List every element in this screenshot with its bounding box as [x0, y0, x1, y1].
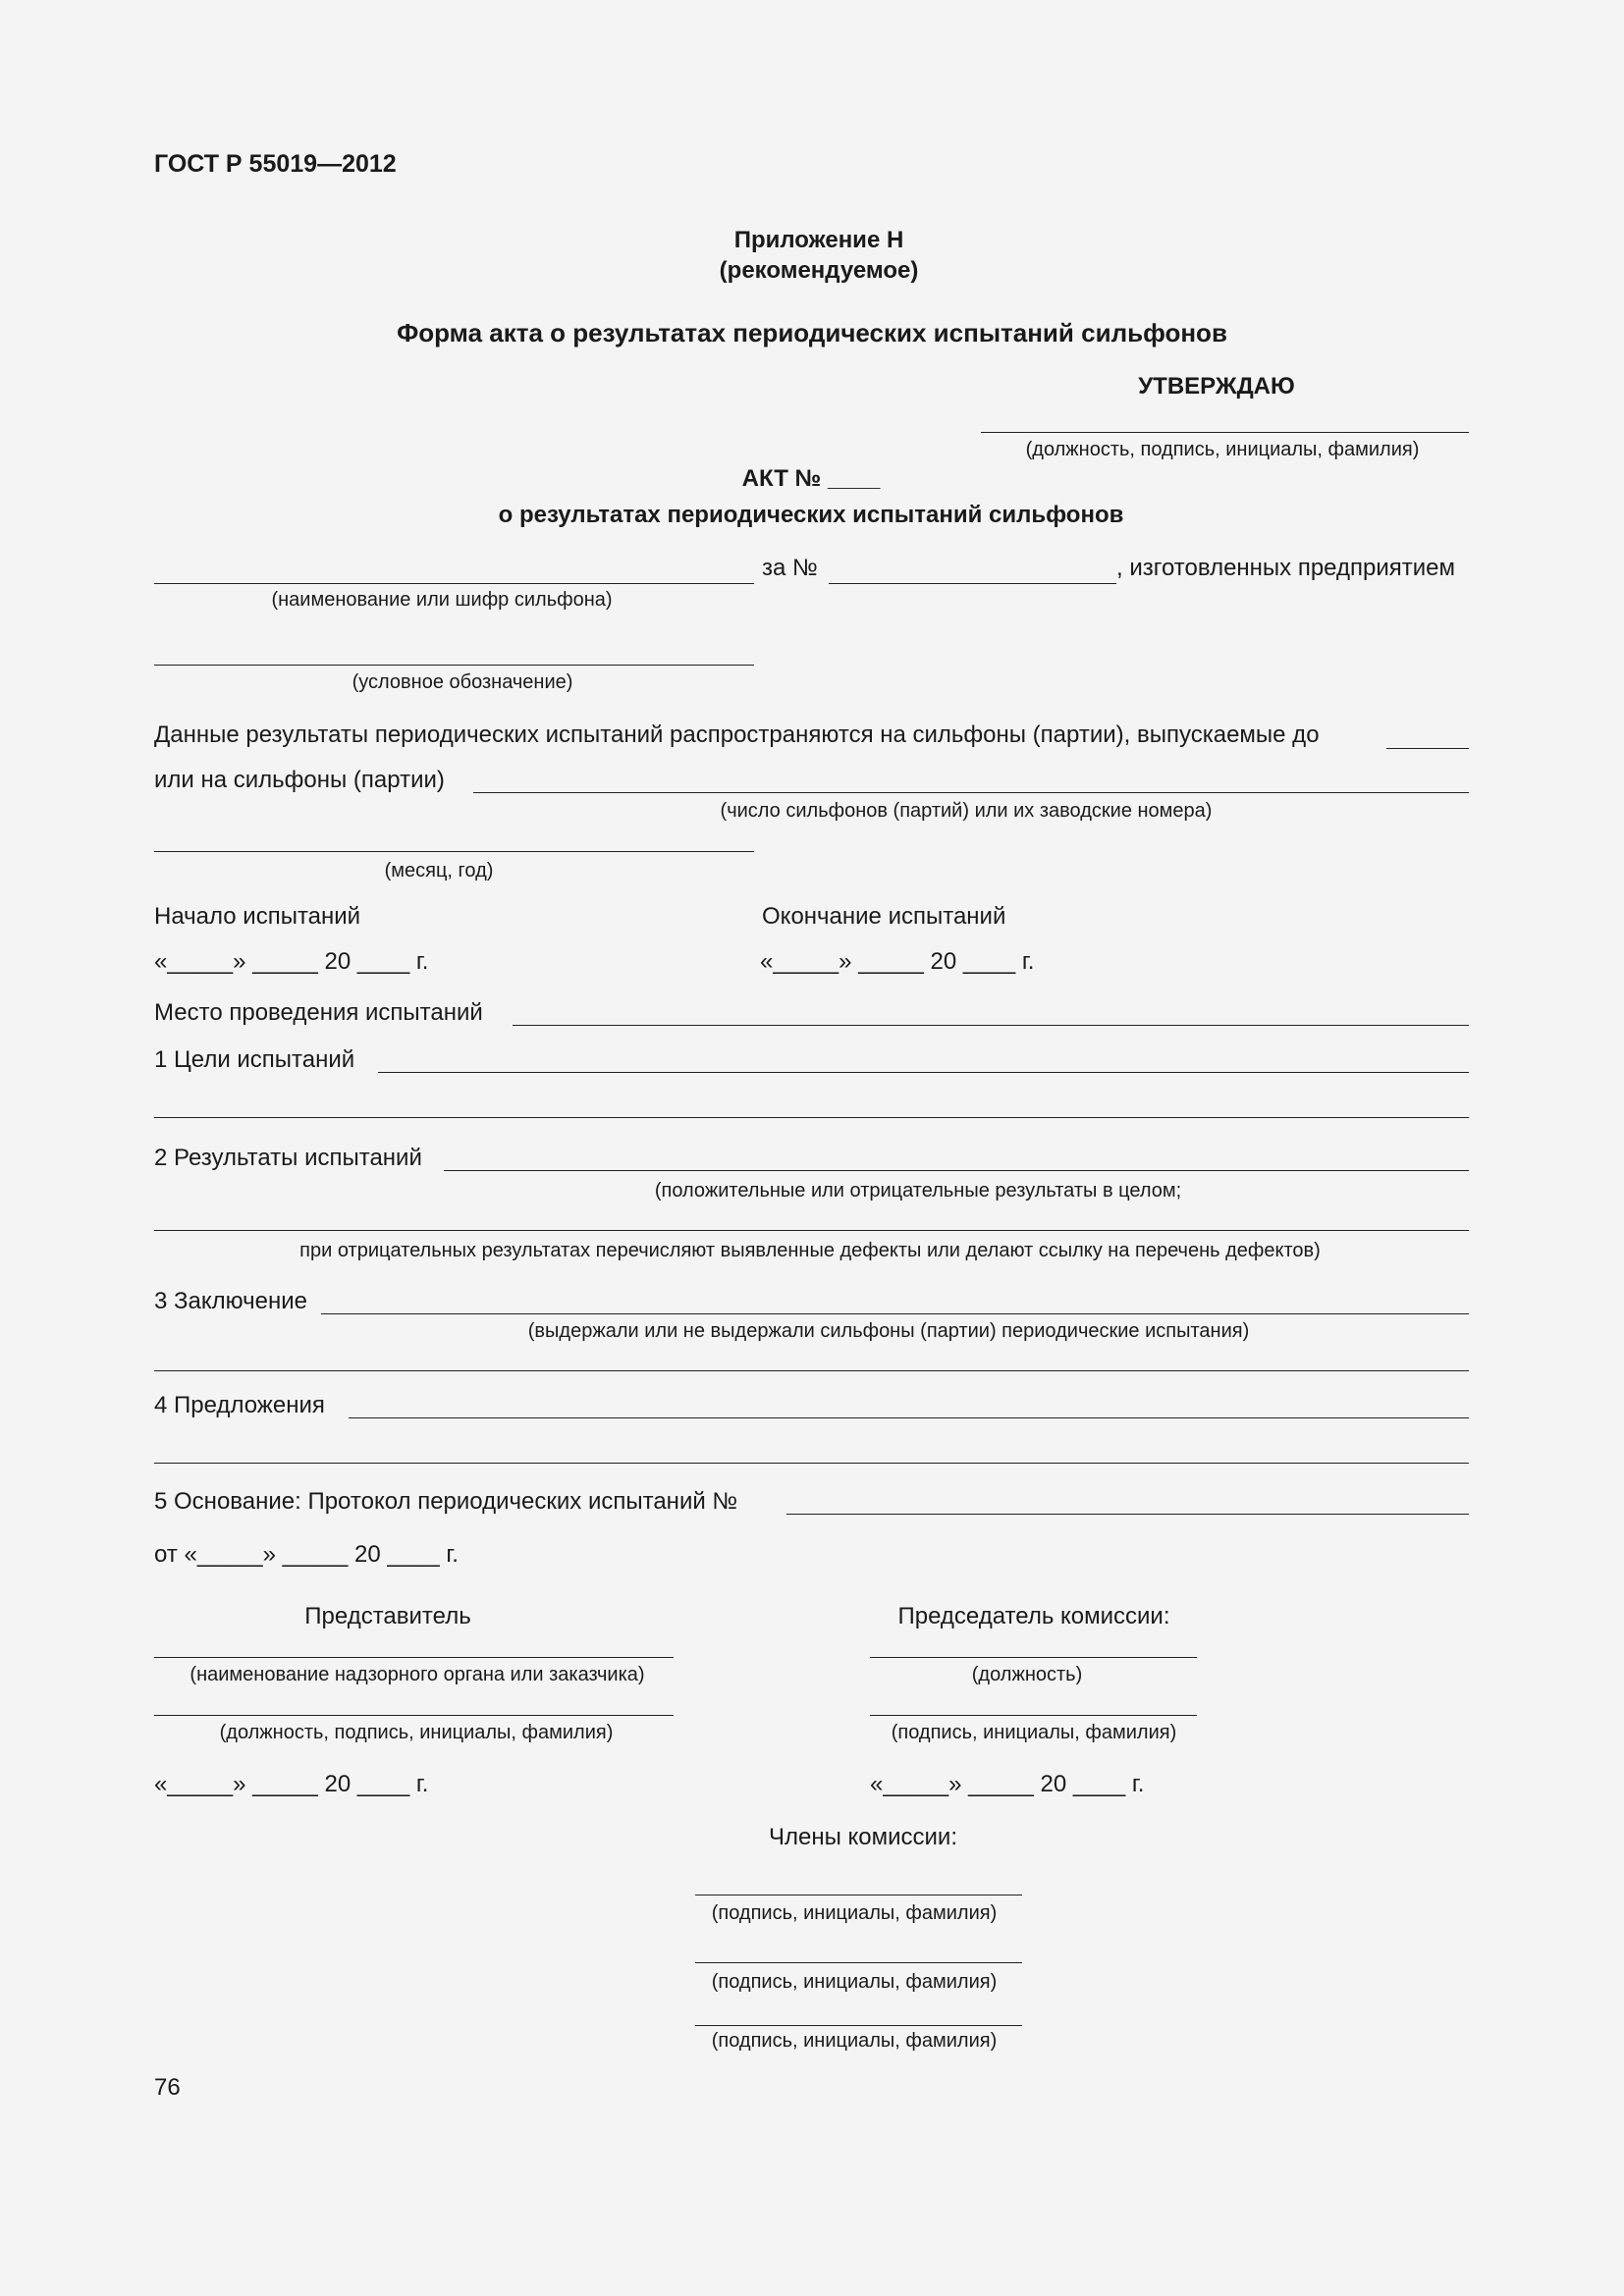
chairman-position-caption: (должность) — [971, 1664, 1083, 1685]
member-sign-line — [695, 1962, 1022, 1963]
standard-code: ГОСТ Р 55019—2012 — [154, 150, 397, 178]
goals-line — [378, 1072, 1469, 1073]
basis-date: от «_____» _____ 20 ____ г. — [154, 1541, 459, 1568]
month-year-caption: (месяц, год) — [384, 860, 494, 881]
batch-count-line — [473, 792, 1469, 793]
conclusion-line-2 — [154, 1370, 1469, 1371]
protocol-number-line — [786, 1514, 1469, 1515]
chairman-sign-line — [870, 1715, 1197, 1716]
chairman-position-line — [870, 1657, 1197, 1658]
representative-org-caption: (наименование надзорного органа или заказчика) — [189, 1664, 645, 1685]
form-title: Форма акта о результатах периодических испытаний сильфонов — [397, 318, 1227, 347]
member-sign-caption: (подпись, инициалы, фамилия) — [711, 1971, 998, 1993]
scope-text-1: Данные результаты периодических испытаний распространяются на сильфоны (партии), выпускаемые до — [154, 721, 1320, 748]
end-label: Окончание испытаний — [762, 903, 1006, 930]
representative-title: Представитель — [304, 1603, 471, 1629]
goals-line-2 — [154, 1117, 1469, 1118]
proposals-line — [349, 1417, 1469, 1418]
proposals-label: 4 Предложения — [154, 1392, 325, 1418]
appendix-status: (рекомендуемое) — [719, 257, 919, 284]
representative-date: «_____» _____ 20 ____ г. — [154, 1771, 429, 1797]
results-label: 2 Результаты испытаний — [154, 1145, 422, 1171]
members-title: Члены комиссии: — [768, 1824, 958, 1850]
act-number: АКТ № ____ — [741, 465, 881, 492]
chairman-sign-caption: (подпись, инициалы, фамилия) — [891, 1722, 1177, 1743]
release-date-line — [1386, 748, 1469, 749]
member-sign-line — [695, 2025, 1022, 2026]
proposals-line-2 — [154, 1463, 1469, 1464]
results-caption-1: (положительные или отрицательные результаты в целом; — [654, 1180, 1182, 1201]
batch-count-caption: (число сильфонов (партий) или их заводские номера) — [720, 800, 1213, 822]
conclusion-caption: (выдержали или не выдержали сильфоны (партии) периодические испытания) — [527, 1320, 1250, 1342]
chairman-title: Председатель комиссии: — [897, 1603, 1170, 1629]
goals-label: 1 Цели испытаний — [154, 1046, 355, 1073]
scope-text-2: или на сильфоны (партии) — [154, 767, 445, 793]
start-label: Начало испытаний — [154, 903, 361, 930]
member-sign-caption: (подпись, инициалы, фамилия) — [711, 2030, 998, 2052]
place-label: Место проведения испытаний — [154, 999, 483, 1026]
member-sign-caption: (подпись, инициалы, фамилия) — [711, 1902, 998, 1924]
approval-signature-line — [981, 432, 1469, 433]
end-date: «_____» _____ 20 ____ г. — [760, 948, 1035, 975]
member-sign-line — [695, 1895, 1022, 1896]
results-line — [444, 1170, 1469, 1171]
results-caption-2: при отрицательных результатах перечисляют выявленные дефекты или делают ссылку на перечень дефектов) — [299, 1240, 1321, 1261]
results-line-2 — [154, 1230, 1469, 1231]
month-year-line — [154, 851, 754, 852]
manufactured-label: , изготовленных предприятием — [1116, 555, 1455, 581]
basis-label: 5 Основание: Протокол периодических испытаний № — [154, 1488, 738, 1515]
approval-label: УТВЕРЖДАЮ — [1138, 373, 1295, 400]
conclusion-line — [321, 1313, 1469, 1314]
page-number: 76 — [154, 2074, 181, 2101]
appendix-title: Приложение Н — [733, 227, 904, 253]
number-line — [829, 583, 1116, 584]
start-date: «_____» _____ 20 ____ г. — [154, 948, 429, 975]
representative-sign-line — [154, 1715, 674, 1716]
approval-caption: (должность, подпись, инициалы, фамилия) — [1025, 439, 1420, 460]
conclusion-label: 3 Заключение — [154, 1288, 307, 1314]
product-name-line — [154, 583, 754, 584]
representative-sign-caption: (должность, подпись, инициалы, фамилия) — [219, 1722, 614, 1743]
place-line — [513, 1025, 1469, 1026]
designation-line — [154, 665, 754, 666]
chairman-date: «_____» _____ 20 ____ г. — [870, 1771, 1145, 1797]
for-number-label: за № — [762, 555, 818, 581]
designation-caption: (условное обозначение) — [352, 671, 573, 693]
representative-org-line — [154, 1657, 674, 1658]
product-name-caption: (наименование или шифр сильфона) — [271, 589, 613, 611]
act-subtitle: о результатах периодических испытаний сильфонов — [498, 502, 1124, 528]
